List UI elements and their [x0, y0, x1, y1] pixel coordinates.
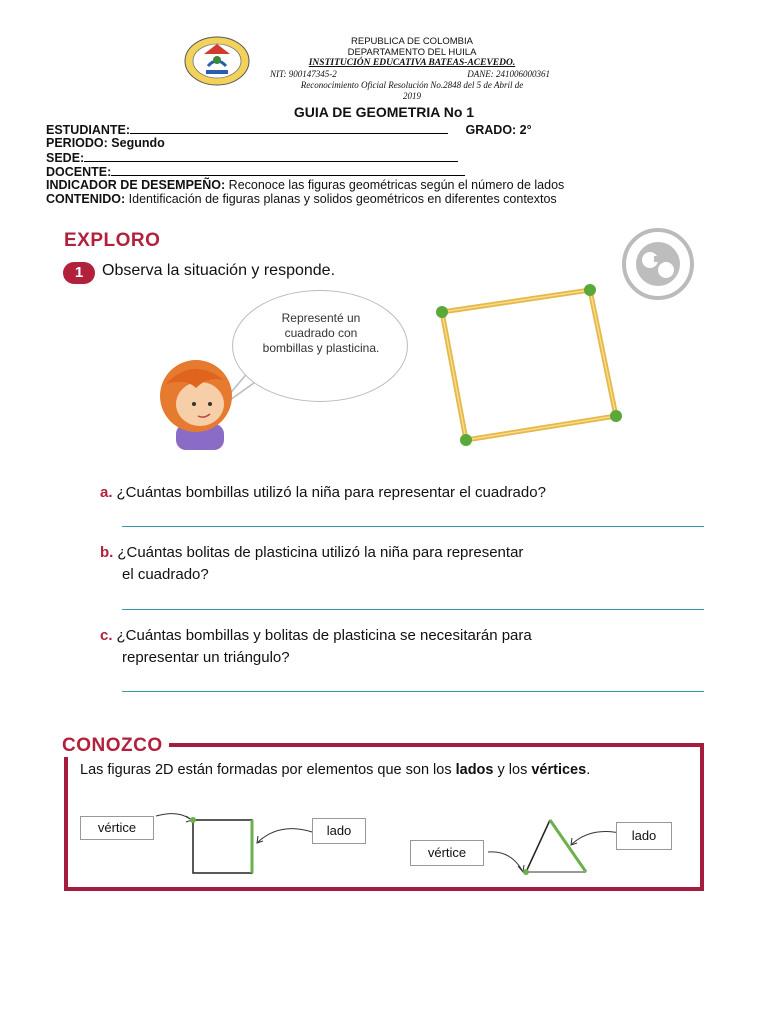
- content-label: CONTENIDO:: [46, 192, 126, 206]
- school-header: [262, 36, 562, 102]
- conozco-term-vertices: vértices: [531, 762, 587, 778]
- indicator-label: INDICADOR DE DESEMPEÑO:: [46, 178, 226, 192]
- conozco-text-part-3: .: [586, 762, 591, 778]
- question-c: [100, 625, 532, 647]
- exploro-title: EXPLORO: [64, 230, 161, 251]
- question-c-letter: c.: [100, 627, 113, 644]
- header-recognition-year: 2019: [403, 91, 421, 101]
- page-title: GUIA DE GEOMETRIA No 1: [293, 104, 475, 120]
- header-recognition: Reconocimiento Oficial Resolución No.2848 del 5 de Abril de: [300, 80, 524, 90]
- answer-line-b[interactable]: [122, 609, 704, 610]
- indicator-value: Reconoce las figuras geométricas según el número de lados: [228, 178, 565, 192]
- question-a: [100, 482, 546, 504]
- conozco-term-sides: lados: [455, 762, 494, 778]
- straw-square-figure: [430, 280, 630, 450]
- question-c-text: ¿Cuántas bombillas y bolitas de plasticina se necesitarán para: [116, 627, 532, 644]
- header-country: REPUBLICA DE COLOMBIA: [351, 36, 473, 47]
- content-value: Identificación de figuras planas y solidos geométricos en diferentes contextos: [128, 192, 557, 206]
- triangle-diagram: [480, 812, 630, 878]
- vertex-label-triangle: vértice: [410, 840, 484, 866]
- conozco-text: [80, 760, 680, 780]
- conozco-title: CONOZCO: [62, 735, 169, 757]
- grade-label: GRADO: 2°: [465, 123, 532, 137]
- speech-bubble-text: Representé un cuadrado con bombillas y plasticina.: [262, 311, 380, 355]
- site-blank[interactable]: [84, 150, 458, 162]
- teacher-blank[interactable]: [111, 164, 465, 176]
- conozco-text-part-1: Las figuras 2D están formadas por elementos que son los: [80, 762, 456, 778]
- site-row: [46, 150, 458, 165]
- site-label: SEDE:: [46, 151, 85, 165]
- vertex-label-square: vértice: [80, 816, 154, 840]
- question-a-text: ¿Cuántas bombillas utilizó la niña para representar el cuadrado?: [116, 484, 546, 501]
- side-label-triangle: lado: [616, 822, 672, 850]
- student-row: [46, 122, 726, 137]
- period-value: Segundo: [111, 136, 165, 150]
- teacher-row: [46, 164, 465, 179]
- girl-illustration: [152, 354, 242, 450]
- activity-instruction: Observa la situación y responde.: [102, 262, 336, 279]
- question-b-line2: el cuadrado?: [122, 566, 209, 583]
- activity-number-badge: 1: [63, 262, 95, 284]
- content-row: [46, 192, 736, 206]
- answer-line-c[interactable]: [122, 691, 704, 692]
- question-b-letter: b.: [100, 544, 114, 561]
- indicator-row: [46, 178, 736, 192]
- student-blank[interactable]: [130, 122, 448, 134]
- header-institution: INSTITUCIÓN EDUCATIVA BATEAS-ACEVEDO.: [308, 58, 516, 68]
- answer-line-a[interactable]: [122, 526, 704, 527]
- school-crest-logo: [184, 36, 250, 86]
- conozco-text-part-2: y los: [493, 762, 532, 778]
- question-b-text: ¿Cuántas bolitas de plasticina utilizó la niña para representar: [117, 544, 524, 561]
- period-label: PERIODO:: [46, 136, 108, 150]
- header-department: DEPARTAMENTO DEL HUILA: [347, 47, 477, 58]
- question-b: [100, 542, 523, 564]
- header-dane: DANE: 241006000361: [467, 69, 550, 79]
- student-label: ESTUDIANTE:: [46, 123, 131, 137]
- side-label-square: lado: [312, 818, 366, 844]
- header-nit: NIT: 900147345-2: [270, 69, 337, 79]
- question-c-line2: representar un triángulo?: [122, 649, 290, 666]
- teacher-label: DOCENTE:: [46, 165, 112, 179]
- question-a-letter: a.: [100, 484, 113, 501]
- period-row: [46, 136, 165, 150]
